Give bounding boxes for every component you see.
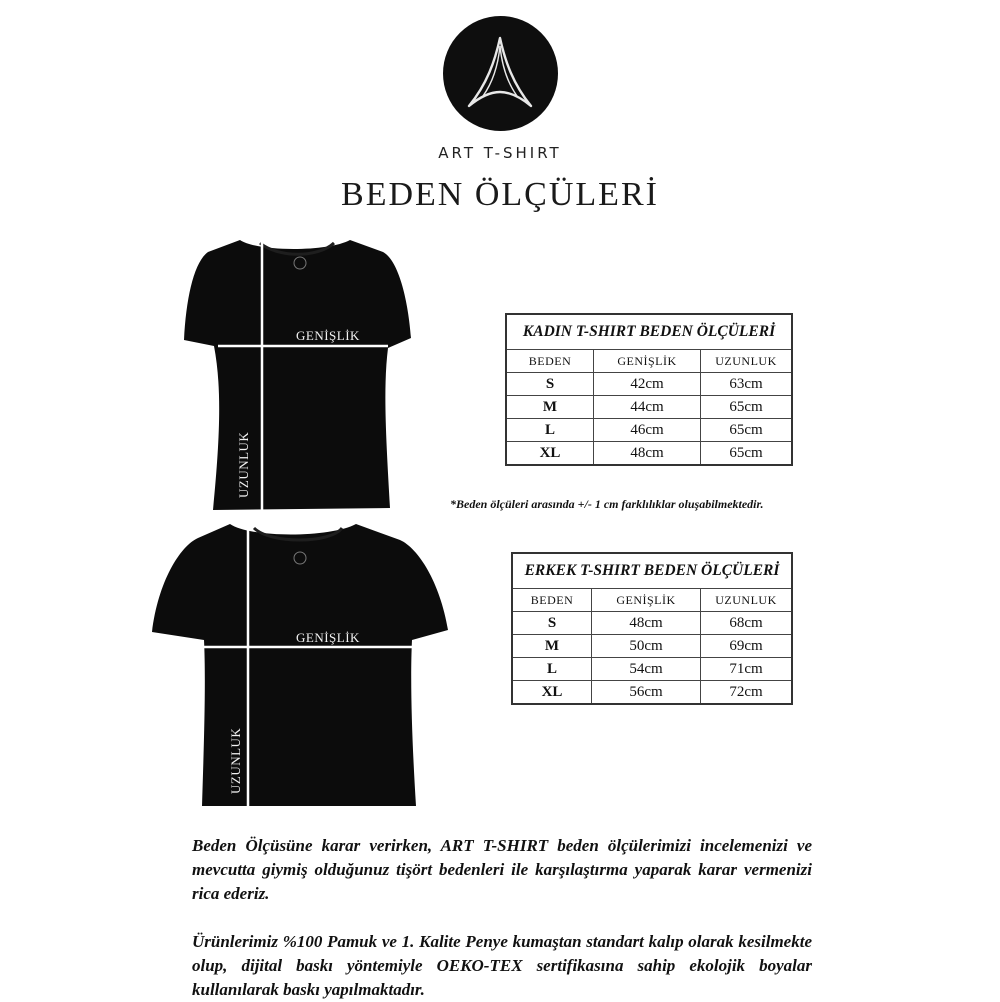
men-size-table xyxy=(511,552,793,705)
width-cell: 50cm xyxy=(592,635,701,658)
size-tolerance-note: *Beden ölçüleri arasında +/- 1 cm farklılıklar oluşabilmektedir. xyxy=(450,497,764,511)
table-row xyxy=(512,635,792,658)
logo-a-icon xyxy=(443,16,558,131)
length-cell: 68cm xyxy=(701,612,793,635)
length-cell: 65cm xyxy=(701,396,793,419)
size-cell: M xyxy=(506,396,594,419)
length-cell: 63cm xyxy=(701,373,793,396)
table-row xyxy=(512,612,792,635)
table-row xyxy=(506,373,792,396)
table-header: GENİŞLİK xyxy=(594,350,701,373)
info-paragraph-2: Ürünlerimiz %100 Pamuk ve 1. Kalite Penye kumaştan standart kalıp olarak kesilmekte olup, dijital baskı yöntemiyle OEKO-TEX sertifikasına sahip ekolojik boyalar kullanılarak baskı yapılmaktadır. xyxy=(192,932,812,999)
men-tshirt-figure xyxy=(150,522,450,808)
width-cell: 44cm xyxy=(594,396,701,419)
info-paragraph-1: Beden Ölçüsüne karar verirken, ART T-SHIRT beden ölçülerimizi incelemenizi ve mevcutta giymiş olduğunuz tişört bedenleri ile karşılaştırma yaparak karar vermenizi rica ederiz. xyxy=(192,836,812,903)
table-header: BEDEN xyxy=(512,589,592,612)
size-cell: XL xyxy=(506,442,594,466)
width-cell: 56cm xyxy=(592,681,701,705)
brand-name: ART T-SHIRT xyxy=(438,144,562,162)
length-cell: 65cm xyxy=(701,419,793,442)
length-cell: 72cm xyxy=(701,681,793,705)
width-cell: 48cm xyxy=(592,612,701,635)
table-header: GENİŞLİK xyxy=(592,589,701,612)
size-cell: M xyxy=(512,635,592,658)
length-cell: 69cm xyxy=(701,635,793,658)
table-row xyxy=(506,442,792,466)
table-row xyxy=(506,396,792,419)
size-cell: S xyxy=(506,373,594,396)
width-cell: 54cm xyxy=(592,658,701,681)
women-tshirt-figure xyxy=(178,238,418,514)
width-cell: 46cm xyxy=(594,419,701,442)
table-row xyxy=(512,681,792,705)
page-title: BEDEN ÖLÇÜLERİ xyxy=(341,176,659,213)
men-length-label: UZUNLUK xyxy=(228,727,243,794)
brand-logo xyxy=(443,16,558,131)
width-cell: 42cm xyxy=(594,373,701,396)
size-cell: XL xyxy=(512,681,592,705)
women-width-label: GENİŞLİK xyxy=(296,328,360,343)
women-size-table xyxy=(505,313,793,466)
length-cell: 71cm xyxy=(701,658,793,681)
women-table-title: KADIN T-SHIRT BEDEN ÖLÇÜLERİ xyxy=(506,314,792,350)
men-width-label: GENİŞLİK xyxy=(296,630,360,645)
size-cell: L xyxy=(506,419,594,442)
width-cell: 48cm xyxy=(594,442,701,466)
table-header: BEDEN xyxy=(506,350,594,373)
men-table-title: ERKEK T-SHIRT BEDEN ÖLÇÜLERİ xyxy=(512,553,792,589)
size-cell: S xyxy=(512,612,592,635)
women-length-label: UZUNLUK xyxy=(236,431,251,498)
table-header: UZUNLUK xyxy=(701,350,793,373)
table-header: UZUNLUK xyxy=(701,589,793,612)
length-cell: 65cm xyxy=(701,442,793,466)
table-row xyxy=(512,658,792,681)
size-cell: L xyxy=(512,658,592,681)
table-row xyxy=(506,419,792,442)
